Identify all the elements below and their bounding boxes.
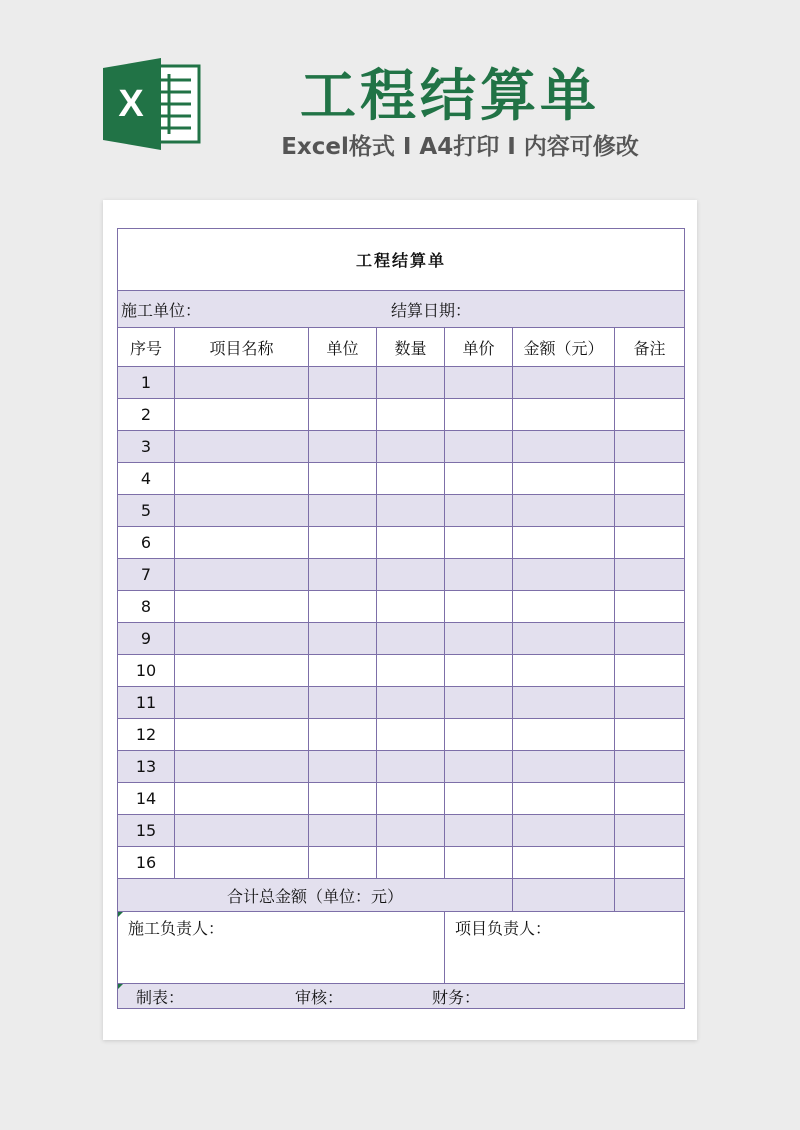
cell-amount[interactable] [513,495,615,527]
cell-item-name[interactable] [175,367,309,399]
col-header-unit-price: 单价 [445,328,513,367]
excel-icon [103,58,203,150]
cell-amount[interactable] [513,559,615,591]
table-row [118,719,685,751]
cell-index: 8 [118,591,175,623]
finance-label: 财务： [432,987,481,1007]
cell-unit-price[interactable] [445,751,513,783]
cell-amount[interactable] [513,431,615,463]
cell-unit-price[interactable] [445,367,513,399]
cell-unit[interactable] [309,815,377,847]
project-manager-label: 项目负责人： [455,919,552,938]
table-row [118,623,685,655]
cell-index: 5 [118,495,175,527]
cell-index: 15 [118,815,175,847]
cell-unit[interactable] [309,847,377,879]
cell-remarks[interactable] [615,751,685,783]
table-row [118,367,685,399]
table-row [118,495,685,527]
cell-amount[interactable] [513,751,615,783]
cell-remarks[interactable] [615,655,685,687]
cell-quantity[interactable] [377,591,445,623]
cell-unit-price[interactable] [445,687,513,719]
cell-amount[interactable] [513,367,615,399]
cell-remarks[interactable] [615,463,685,495]
cell-unit-price[interactable] [445,719,513,751]
cell-unit-price[interactable] [445,783,513,815]
maker-label: 制表： [136,987,185,1007]
cell-index: 4 [118,463,175,495]
table-row [118,783,685,815]
cell-quantity[interactable] [377,815,445,847]
cell-quantity[interactable] [377,751,445,783]
col-header-index: 序号 [118,328,175,367]
cell-unit-price[interactable] [445,463,513,495]
cell-unit[interactable] [309,623,377,655]
table-row [118,559,685,591]
table-row [118,399,685,431]
cell-remarks[interactable] [615,495,685,527]
cell-unit-price[interactable] [445,591,513,623]
cell-item-name[interactable] [175,719,309,751]
cell-index: 2 [118,399,175,431]
cell-quantity[interactable] [377,431,445,463]
project-manager-cell[interactable] [445,912,685,984]
cell-quantity[interactable] [377,527,445,559]
table-row [118,431,685,463]
table-row [118,847,685,879]
cell-amount[interactable] [513,623,615,655]
cell-index: 9 [118,623,175,655]
cell-item-name[interactable] [175,495,309,527]
construction-manager-cell[interactable] [118,912,445,984]
cell-unit[interactable] [309,591,377,623]
cell-remarks[interactable] [615,783,685,815]
cell-unit[interactable] [309,367,377,399]
cell-index: 7 [118,559,175,591]
table-row [118,815,685,847]
cell-remarks[interactable] [615,719,685,751]
cell-index: 12 [118,719,175,751]
cell-unit[interactable] [309,527,377,559]
cell-index: 1 [118,367,175,399]
cell-index: 6 [118,527,175,559]
cell-unit[interactable] [309,559,377,591]
cell-unit[interactable] [309,719,377,751]
svg-text:X: X [118,83,144,125]
cell-amount[interactable] [513,655,615,687]
cell-unit[interactable] [309,687,377,719]
sheet-title: 工程结算单 [118,229,685,291]
cell-index: 3 [118,431,175,463]
table-row [118,687,685,719]
cell-quantity[interactable] [377,719,445,751]
hero-subtitle: Excel格式 Ⅰ A4打印 Ⅰ 内容可修改 [281,134,639,160]
cell-item-name[interactable] [175,623,309,655]
cell-amount[interactable] [513,687,615,719]
table-row [118,591,685,623]
cell-marker-icon [118,912,123,917]
cell-unit-price[interactable] [445,815,513,847]
cell-remarks[interactable] [615,623,685,655]
cell-remarks[interactable] [615,399,685,431]
cell-amount[interactable] [513,815,615,847]
table-row [118,655,685,687]
cell-quantity[interactable] [377,687,445,719]
info-row [118,291,685,328]
col-header-quantity: 数量 [377,328,445,367]
hero-banner [0,0,800,190]
cell-index: 11 [118,687,175,719]
info-cell[interactable] [118,291,685,328]
cell-item-name[interactable] [175,847,309,879]
cell-item-name[interactable] [175,431,309,463]
cell-amount[interactable] [513,783,615,815]
document-page [103,200,697,1040]
table-row [118,751,685,783]
col-header-unit: 单位 [309,328,377,367]
cell-quantity[interactable] [377,655,445,687]
cell-remarks[interactable] [615,847,685,879]
cell-remarks[interactable] [615,687,685,719]
table-row [118,463,685,495]
col-header-amount: 金额（元） [513,328,615,367]
cell-unit-price[interactable] [445,431,513,463]
signature-row [118,912,685,984]
cell-item-name[interactable] [175,591,309,623]
cell-unit[interactable] [309,751,377,783]
cell-quantity[interactable] [377,399,445,431]
cell-quantity[interactable] [377,623,445,655]
cell-item-name[interactable] [175,399,309,431]
cell-unit-price[interactable] [445,527,513,559]
cell-unit[interactable] [309,655,377,687]
cell-index: 13 [118,751,175,783]
cell-remarks[interactable] [615,367,685,399]
cell-remarks[interactable] [615,591,685,623]
table-row [118,527,685,559]
cell-marker-icon [118,984,123,989]
cell-item-name[interactable] [175,463,309,495]
cell-unit-price[interactable] [445,655,513,687]
cell-quantity[interactable] [377,559,445,591]
cell-unit-price[interactable] [445,495,513,527]
construction-unit-label: 施工单位： [121,300,202,320]
cell-quantity[interactable] [377,847,445,879]
cell-quantity[interactable] [377,495,445,527]
cell-remarks[interactable] [615,815,685,847]
construction-manager-label: 施工负责人： [128,919,225,938]
cell-amount[interactable] [513,847,615,879]
cell-quantity[interactable] [377,783,445,815]
cell-remarks[interactable] [615,431,685,463]
cell-remarks[interactable] [615,559,685,591]
settlement-table [117,228,685,1009]
cell-quantity[interactable] [377,463,445,495]
cell-unit[interactable] [309,399,377,431]
cell-remarks[interactable] [615,527,685,559]
cell-unit[interactable] [309,431,377,463]
cell-unit-price[interactable] [445,847,513,879]
cell-amount[interactable] [513,527,615,559]
cell-unit[interactable] [309,783,377,815]
settlement-date-label: 结算日期： [391,300,472,320]
header-row [118,328,685,367]
col-header-remarks: 备注 [615,328,685,367]
cell-item-name[interactable] [175,751,309,783]
cell-amount[interactable] [513,719,615,751]
cell-item-name[interactable] [175,815,309,847]
total-remarks-cell[interactable] [615,879,685,912]
cell-unit-price[interactable] [445,559,513,591]
cell-item-name[interactable] [175,687,309,719]
cell-item-name[interactable] [175,559,309,591]
cell-index: 16 [118,847,175,879]
col-header-item-name: 项目名称 [175,328,309,367]
cell-amount[interactable] [513,463,615,495]
footer-cell[interactable] [118,984,685,1009]
total-row [118,879,685,912]
cell-quantity[interactable] [377,367,445,399]
footer-row [118,984,685,1009]
cell-item-name[interactable] [175,527,309,559]
cell-unit[interactable] [309,495,377,527]
cell-item-name[interactable] [175,655,309,687]
cell-amount[interactable] [513,591,615,623]
cell-amount[interactable] [513,399,615,431]
total-amount-cell[interactable] [513,879,615,912]
cell-unit[interactable] [309,463,377,495]
hero-title: 工程结算单 [300,64,600,129]
cell-unit-price[interactable] [445,623,513,655]
cell-index: 14 [118,783,175,815]
reviewer-label: 审核： [295,987,344,1007]
cell-item-name[interactable] [175,783,309,815]
cell-index: 10 [118,655,175,687]
total-label: 合计总金额（单位：元） [118,879,513,912]
cell-unit-price[interactable] [445,399,513,431]
